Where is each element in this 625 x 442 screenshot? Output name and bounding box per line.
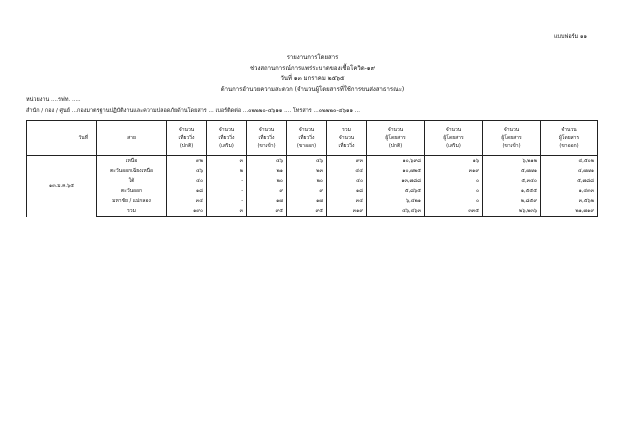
- report-category: ด้านการอำนวยความสะดวก (จำนวนผู้โดยสารที่ใช้การขนส่งสาธารณะ): [220, 85, 405, 93]
- table-cell: ๓: [207, 206, 247, 217]
- table-cell: ๔๖: [287, 156, 327, 167]
- table-cell: ๐: [425, 196, 483, 206]
- column-header-text: ผู้โดยสาร: [558, 135, 580, 141]
- line-cell: ตะวันออก: [97, 186, 167, 196]
- line-cell: ตะวันออกเฉียงเหนือ: [97, 166, 167, 176]
- column-header-text: (ปกติ): [388, 143, 403, 149]
- column-header: [483, 121, 541, 156]
- column-header-text: จำนวน: [258, 127, 275, 133]
- column-header-text: จำนวน: [178, 127, 195, 133]
- table-cell: ๙: [287, 186, 327, 196]
- column-header-text: จำนวน: [387, 127, 404, 133]
- column-header-text: สาย: [127, 135, 136, 141]
- column-header-text: เที่ยววิ่ง: [218, 135, 235, 141]
- table-header-row: [27, 121, 598, 156]
- table-row: [27, 186, 598, 196]
- table-cell: ๕,๗๗๑: [483, 166, 541, 176]
- table-cell: ๑๗: [247, 196, 287, 206]
- table-cell: ๙๕: [287, 206, 327, 217]
- table-row-total: [27, 206, 598, 217]
- table-cell: ๓๑๙: [425, 166, 483, 176]
- column-header: [425, 121, 483, 156]
- table-cell: ๓๔: [167, 196, 207, 206]
- table-cell: ๑๗: [287, 196, 327, 206]
- column-header-text: จำนวน: [298, 127, 315, 133]
- column-header-text: จำนวน: [338, 135, 355, 141]
- column-header-text: (ขาออก): [296, 143, 317, 149]
- column-header-text: (เสริม): [446, 143, 461, 149]
- table-row: [27, 196, 598, 206]
- table-row: [27, 156, 598, 167]
- column-header-text: วันที่: [78, 135, 88, 141]
- table-cell: ๑๐,๖๙๘: [367, 156, 425, 167]
- table-cell: ๒๓: [287, 166, 327, 176]
- table-cell: -: [207, 186, 247, 196]
- column-header-text: (ขาออก): [559, 143, 579, 149]
- column-header-text: เที่ยววิ่ง: [258, 135, 275, 141]
- column-header: [247, 121, 287, 156]
- table-cell: ๑๘: [327, 186, 367, 196]
- column-header: [27, 121, 97, 156]
- table-cell: ๓: [207, 156, 247, 167]
- table-cell: ๕,๘๖๕: [367, 186, 425, 196]
- line-cell: มหาชัย / แม่กลอง: [97, 196, 167, 206]
- table-cell: ๙๕: [247, 206, 287, 217]
- column-header: [327, 121, 367, 156]
- column-header-text: จำนวน: [503, 127, 520, 133]
- table-cell: ๑๐,๗๒๕: [367, 166, 425, 176]
- date-cell: ๑๓.ม.ค.๖๕: [27, 156, 97, 217]
- column-header-text: ผู้โดยสาร: [443, 135, 464, 141]
- report-date: วันที่ ๑๓ มกราคม ๒๕๖๕: [280, 75, 345, 82]
- table-cell: ๔๖: [167, 166, 207, 176]
- line-cell: รวม: [97, 206, 167, 217]
- table-cell: ๒๐: [287, 176, 327, 186]
- column-header-text: ผู้โดยสาร: [501, 135, 522, 141]
- table-cell: -: [207, 196, 247, 206]
- column-header-text: (เสริม): [219, 143, 234, 149]
- column-header: [207, 121, 247, 156]
- table-row: [27, 166, 598, 176]
- column-header: [97, 121, 167, 156]
- column-header: [287, 121, 327, 156]
- column-header: [367, 121, 425, 156]
- column-header-text: ผู้โดยสาร: [385, 135, 406, 141]
- table-cell: ๒๑: [247, 166, 287, 176]
- column-header-text: จำนวน: [561, 127, 577, 133]
- column-header-text: (ขาเข้า): [257, 143, 276, 149]
- table-cell: ๓๓๕: [425, 206, 483, 217]
- column-header-text: (ขาเข้า): [502, 143, 521, 149]
- table-cell: ๓,๕๖๒: [541, 196, 598, 206]
- table-cell: ๓๔: [327, 196, 367, 206]
- table-cell: ๑๙๐: [167, 206, 207, 217]
- table-row: [27, 176, 598, 186]
- column-header-text: เที่ยววิ่ง: [298, 135, 315, 141]
- table-cell: ๒,๘๕๙: [483, 196, 541, 206]
- table-cell: ๑๖: [425, 156, 483, 167]
- report-heading: [0, 53, 625, 95]
- table-cell: ๔,๗๗๑: [541, 166, 598, 176]
- column-header-text: (ปกติ): [179, 143, 194, 149]
- table-cell: ๐: [425, 176, 483, 186]
- office-contact-line: สำนัก / กอง / ศูนย์ ...กองมาตรฐานปฏิบัติงานและความปลอดภัยด้านโดยสาร ... เบอร์ติดต่อ ...๐๒๒๒๐-๔๖๑๑ .... โทรสาร ...๐๒๒๒๐-๔๖๑๑ ...: [26, 108, 360, 114]
- table-cell: ๖,๒๑๒: [483, 156, 541, 167]
- table-cell: ๔๐: [327, 176, 367, 186]
- table-cell: ๕,๗๘๘: [541, 176, 598, 186]
- column-header-text: จำนวน: [218, 127, 235, 133]
- table-cell: ๔,๕๐๒: [541, 156, 598, 167]
- table-cell: ๕,๓๔๐: [483, 176, 541, 186]
- column-header: [167, 121, 207, 156]
- table-cell: ๑,๔๓๓: [541, 186, 598, 196]
- table-cell: ๔๔: [327, 166, 367, 176]
- table-cell: ๑,๕๕๕: [483, 186, 541, 196]
- table-cell: ๓๑๙: [327, 206, 367, 217]
- column-header-text: เที่ยววิ่ง: [338, 143, 355, 149]
- table-cell: ๔๐: [167, 176, 207, 186]
- table-cell: ๒๖,๒๓๖: [483, 206, 541, 217]
- table-cell: ๙๓: [327, 156, 367, 167]
- table-cell: ๔๖,๔๖๓: [367, 206, 425, 217]
- column-header: [541, 121, 598, 156]
- column-header-text: จำนวน: [445, 127, 462, 133]
- table-cell: ๒๑,๗๑๙: [541, 206, 598, 217]
- report-subtitle: ช่วงสถานการณ์การแพร่ระบาดของเชื้อโควิด-๑๙: [250, 64, 375, 72]
- table-cell: ๑๓,๗๘๘: [367, 176, 425, 186]
- table-cell: ๑๘: [167, 186, 207, 196]
- column-header-text: เที่ยววิ่ง: [178, 135, 195, 141]
- table-cell: -: [207, 176, 247, 186]
- table-cell: ๙๒: [167, 156, 207, 167]
- passenger-report-table: [26, 120, 598, 217]
- table-cell: ๔๖: [247, 156, 287, 167]
- column-header-text: รวม: [342, 127, 351, 133]
- table-cell: ๙: [247, 186, 287, 196]
- table-cell: ๒๐: [247, 176, 287, 186]
- table-cell: ๒: [207, 166, 247, 176]
- line-cell: เหนือ: [97, 156, 167, 167]
- line-cell: ใต้: [97, 176, 167, 186]
- agency-line: หน่วยงาน ....รฟท. .....: [26, 97, 81, 103]
- table-cell: ๖,๔๒๑: [367, 196, 425, 206]
- form-number: แบบฟอร์ม ๑๑: [553, 34, 587, 40]
- table-cell: ๐: [425, 186, 483, 196]
- report-title: รายงานการโดยสาร: [286, 54, 339, 61]
